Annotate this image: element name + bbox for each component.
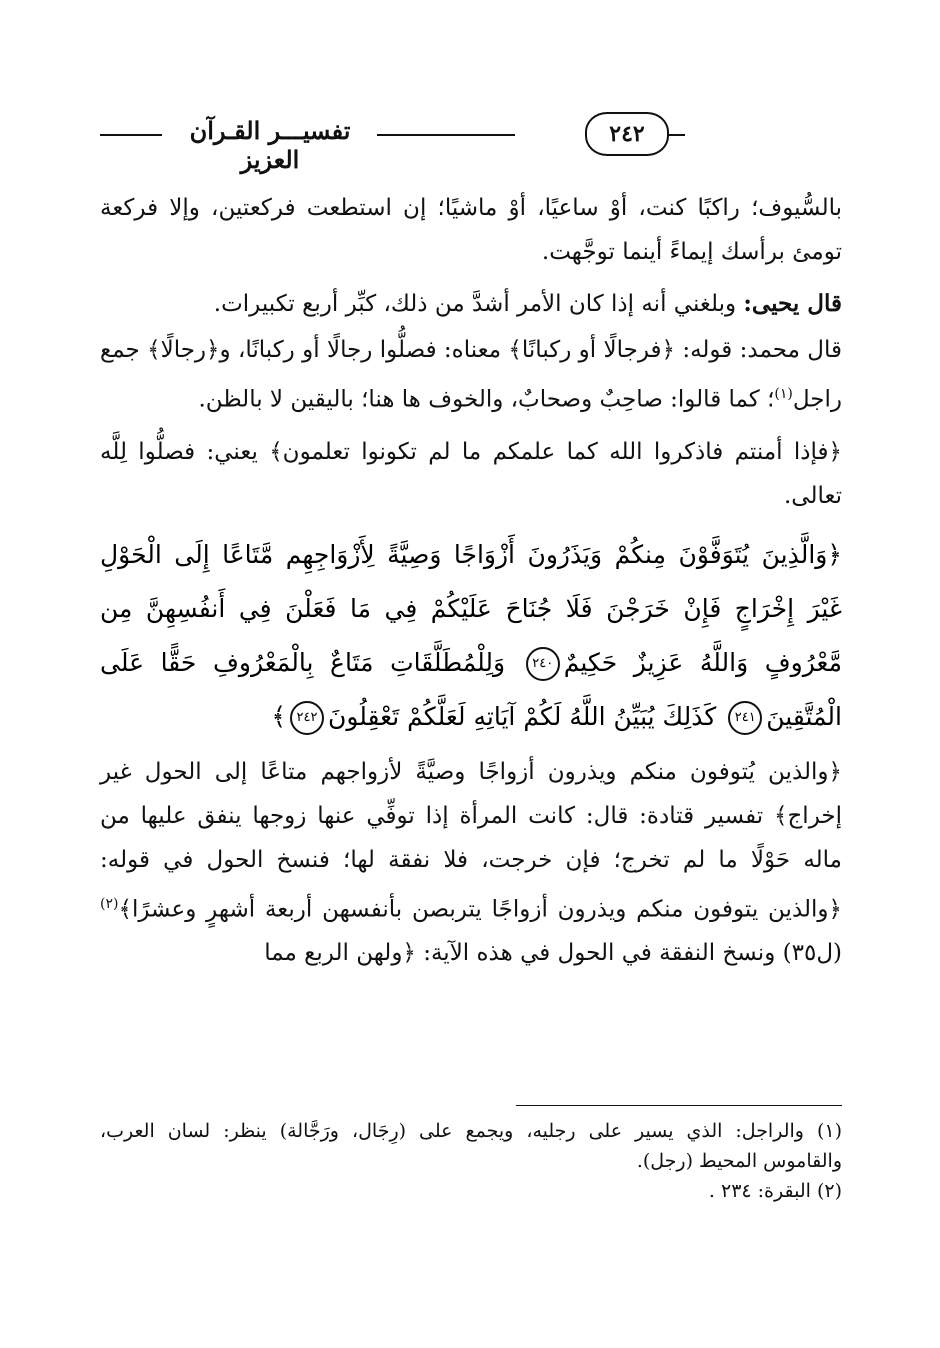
page-number: ٢٤٢	[585, 112, 669, 156]
footnote-ref-1: (١)	[774, 386, 793, 402]
paragraph-5-part-2: (ل٣٥) ونسخ النفقة في الحول في هذه الآية: ﴿ولهن الربع مما	[264, 940, 842, 967]
quran-verses	[100, 528, 842, 744]
speaker-label: قال يحيى:	[743, 290, 842, 317]
header-rule-middle	[377, 134, 515, 136]
page-header	[100, 112, 845, 174]
quran-close-bracket: ﴾	[271, 701, 286, 731]
footnotes	[100, 1116, 842, 1206]
running-title: تفسيـــر القـرآن العزيز	[189, 116, 351, 174]
paragraph-1: بالسُّيوف؛ راكبًا كنت، أوْ ساعيًا، أوْ ماشيًا؛ إن استطعت فركعتين، وإلا فركعة تومئ برأسك إيماءً أينما توجَّهت.	[100, 195, 842, 265]
quran-verse-241: وَلِلْمُطَلَّقَاتِ مَتَاعٌ بِالْمَعْرُوفِ حَقًّا عَلَى الْمُتَّقِينَ	[100, 647, 842, 731]
header-rule-left	[100, 134, 162, 136]
ayah-number-241: ٢٤١	[728, 701, 762, 735]
footnote-ref-2: (٢)	[100, 895, 119, 912]
footnote-separator	[516, 1105, 842, 1106]
paragraph-3	[100, 328, 842, 422]
paragraph-4: ﴿فإذا أمنتم فاذكروا الله كما علمكم ما لم تكونوا تعلمون﴾ يعني: فصلُّوا لِلَّه تعالى.	[100, 438, 842, 509]
header-rule-right	[667, 134, 685, 136]
paragraph-3-part-1: قال محمد: قوله: ﴿فرجالًا أو ركبانًا﴾ معناه: فصلُّوا رجالًا أو ركبانًا، و﴿رجالًا﴾ جمع راجل	[100, 337, 842, 413]
main-text	[100, 186, 842, 975]
footnote-2: (٢) البقرة: ٢٣٤ .	[708, 1180, 842, 1202]
paragraph-3-part-2: ؛ كما قالوا: صاحِبٌ وصحابٌ، والخوف ها هنا؛ باليقين لا بالظن.	[198, 386, 775, 413]
ayah-number-242: ٢٤٢	[290, 701, 324, 735]
quran-verse-240: ﴿وَالَّذِينَ يُتَوَفَّوْنَ مِنكُمْ وَيَذَرُونَ أَزْوَاجًا وَصِيَّةً لِأَزْوَاجِهِم مَّتَاعًا إِلَى الْحَوْلِ غَيْرَ إِخْرَاجٍ فَإِنْ خَرَجْنَ فَلَا جُنَاحَ عَلَيْكُمْ فِي مَا فَعَلْنَ فِي أَنفُسِهِنَّ مِن مَّعْرُوفٍ وَاللَّهُ عَزِيزٌ حَكِيمٌ	[100, 539, 842, 677]
paragraph-2-text: وبلغني أنه إذا كان الأمر أشدَّ من ذلك، كبِّر أربع تكبيرات.	[213, 291, 737, 317]
paragraph-5-part-1: ﴿والذين يُتوفون منكم ويذرون أزواجًا وصيَّةً لأزواجهم متاعًا إلى الحول غير إخراج﴾ تفسير قتادة: قال: كانت المرأة إذا توفِّي عنها زوجها ينفق عليها من ماله حَوْلًا ما لم تخرج؛ فإن خرجت، فلا نفقة لها؛ فنسخ الحول في قوله: ﴿والذين يتوفون منكم ويذرون أزواجًا يتربصن بأنفسهن أربعة أشهرٍ وعشرًا﴾	[100, 758, 842, 923]
paragraph-5	[100, 750, 842, 976]
ayah-number-240: ٢٤٠	[526, 647, 560, 681]
footnote-1: (١) والراجل: الذي يسير على رجليه، ويجمع على (رِجَال، ورَجَّالة) ينظر: لسان العرب، والقاموس المحيط (رجل).	[100, 1120, 842, 1172]
paragraph-2	[100, 282, 842, 326]
quran-verse-242: كَذَلِكَ يُبَيِّنُ اللَّهُ لَكُمْ آيَاتِهِ لَعَلَّكُمْ تَعْقِلُونَ	[327, 701, 717, 731]
